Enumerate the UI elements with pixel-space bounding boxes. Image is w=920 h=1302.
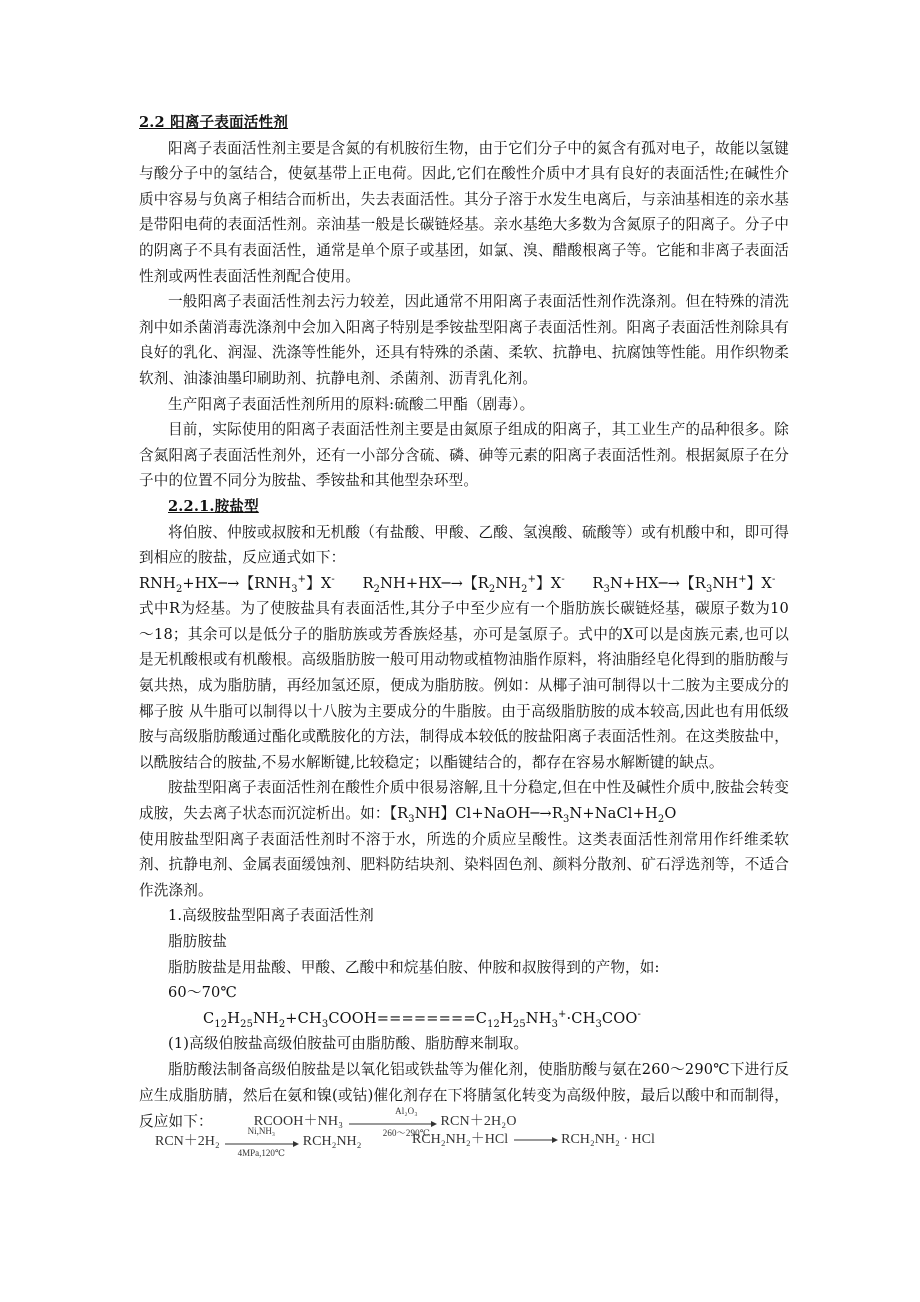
equation-secondary: $R_2NH+HX─\to$【$R_2NH_2^+$】X- bbox=[362, 573, 565, 595]
subsection-title: 2.2.1.胺盐型 bbox=[168, 497, 259, 515]
paragraph: 使用胺盐型阳离子表面活性剂时不溶于水，所选的介质应呈酸性。这类表面活性剂常用作纤维柔软剂、抗静电剂、金属表面缓蚀剂、肥料防结块剂、染料固色剂、颜料分散剂、矿石浮选剂等，不适合作洗涤剂。 bbox=[139, 830, 789, 899]
paragraph: (1)高级伯胺盐高级伯胺盐可由脂肪酸、脂肪醇来制取。 bbox=[168, 1035, 529, 1053]
list-item-heading: 脂肪胺盐 bbox=[168, 933, 227, 950]
list-item-heading: 1.高级胺盐型阳离子表面活性剂 bbox=[168, 907, 374, 925]
equation-acetate-salt: $C_{12}H_{25}NH_2+CH_3COOH========C_{12}H_{25}NH_3^+\cdot CH_3COO^-$ bbox=[203, 1008, 641, 1030]
general-reaction-equations bbox=[139, 571, 789, 597]
paragraph-stability: 胺盐型阳离子表面活性剂在酸性介质中很易溶解,且十分稳定,但在中性及碱性介质中,胺盐会转变成胺，失去离子状态而沉淀析出。如：【$R_3NH$】$Cl+NaOH─\to R_3N+NaCl+H_2O$ bbox=[139, 779, 789, 825]
equation-primary: $RNH_2+HX─\to$【$RNH_3^+$】X- bbox=[139, 573, 335, 595]
paragraph: 阳离子表面活性剂主要是含氮的有机胺衍生物，由于它们分子中的氮含有孤对电子，故能以氢键与酸分子中的氢结合，使氨基带上正电荷。因此,它们在酸性介质中才具有良好的表面活性;在碱性介质中容易与负离子相结合而析出，失去表面活性。其分子溶于水发生电离后，与亲油基相连的亲水基是带阳电荷的表面活性剂。亲油基一般是长碳链烃基。亲水基绝大多数为含氮原子的阳离子。分子中的阴离子不具有表面活性，通常是单个原子或基团，如氯、溴、醋酸根离子等。它能和非离子表面活性剂或两性表面活性剂配合使用。 bbox=[139, 139, 789, 285]
reaction-temperature: 60～70℃ bbox=[168, 984, 237, 1002]
section-title: 2.2 阳离子表面活性剂 bbox=[139, 114, 289, 131]
paragraph: 生产阳离子表面活性剂所用的原料:硫酸二甲酯（剧毒）。 bbox=[168, 395, 535, 413]
paragraph: 式中R为烃基。为了使胺盐具有表面活性,其分子中至少应有一个脂肪族长碳链烃基，碳原子数为10～18；其余可以是低分子的脂肪族或芳香族烃基，亦可是氢原子。式中的X可以是卤族元素,也可以是无机酸根或有机酸根。高级脂肪胺一般可用动物或植物油脂作原料，将油脂经皂化得到的脂肪酸与氨共热，成为脂肪腈，再经加氢还原，便成为脂肪胺。例如：从椰子油可制得以十二胺为主要成分的椰子胺 从牛脂可以制得以十八胺为主要成分的牛脂胺。由于高级脂肪胺的成本较高,因此也有用低级胺与高级脂肪酸通过酯化或酰胺化的方法，制得成本较低的胺盐阳离子表面活性剂。在这类胺盐中，以酰胺结合的胺盐,不易水解断键,比较稳定；以酯键结合的，都存在容易水解断键的缺点。 bbox=[139, 600, 789, 771]
paragraph: 一般阳离子表面活性剂去污力较差，因此通常不用阳离子表面活性剂作洗涤剂。但在特殊的清洗剂中如杀菌消毒洗涤剂中会加入阳离子特别是季铵盐型阳离子表面活性剂。阳离子表面活性剂除具有良好的乳化、润湿、洗涤等性能外，还具有特殊的杀菌、柔软、抗静电、抗腐蚀等性能。用作织物柔软剂、油漆油墨印刷助剂、抗静电剂、杀菌剂、沥青乳化剂。 bbox=[139, 293, 789, 387]
paragraph: 目前，实际使用的阳离子表面活性剂主要是由氮原子组成的阳离子，其工业生产的品种很多。除含氮阳离子表面活性剂外，还有一小部分含硫、磷、砷等元素的阳离子表面活性剂。根据氮原子在分子中的位置不同分为胺盐、季铵盐和其他型杂环型。 bbox=[139, 421, 789, 490]
paragraph-with-reaction: 脂肪酸法制备高级伯胺盐是以氧化铝或铁盐等为催化剂，使脂肪酸与氨在260～290℃下进行反应生成脂肪腈，然后在氨和镍(或钴)催化剂存在下将腈氢化转变为高级仲胺，最后以酸中和而制得，反应如下： RCOOH＋NH₃ Al₂O₃ 260～290℃ RCN＋2H₂O bbox=[139, 1060, 789, 1139]
document-body bbox=[139, 110, 789, 1139]
reaction-scheme-1: RCOOH＋NH₃ Al₂O₃ 260～290℃ RCN＋2H₂O bbox=[253, 1106, 517, 1139]
reaction-scheme-3: RCH₂NH₂＋HCl RCH₂NH₂ · HCl bbox=[412, 1132, 655, 1147]
arrow-icon bbox=[512, 1135, 558, 1145]
paragraph: 将伯胺、仲胺或叔胺和无机酸（有盐酸、甲酸、乙酸、氢溴酸、硫酸等）或有机酸中和，即可得到相应的胺盐，反应通式如下： bbox=[139, 523, 789, 567]
paragraph: 脂肪胺盐是用盐酸、甲酸、乙酸中和烷基伯胺、仲胺和叔胺得到的产物，如: bbox=[168, 958, 660, 976]
equation-tertiary: $R_3N+HX─\to$【$R_3NH^+$】X- bbox=[592, 573, 776, 595]
reaction-scheme-2: RCN＋2H₂ Ni,NH₃ 4MPa,120℃ RCH₂NH₂ bbox=[155, 1126, 362, 1158]
